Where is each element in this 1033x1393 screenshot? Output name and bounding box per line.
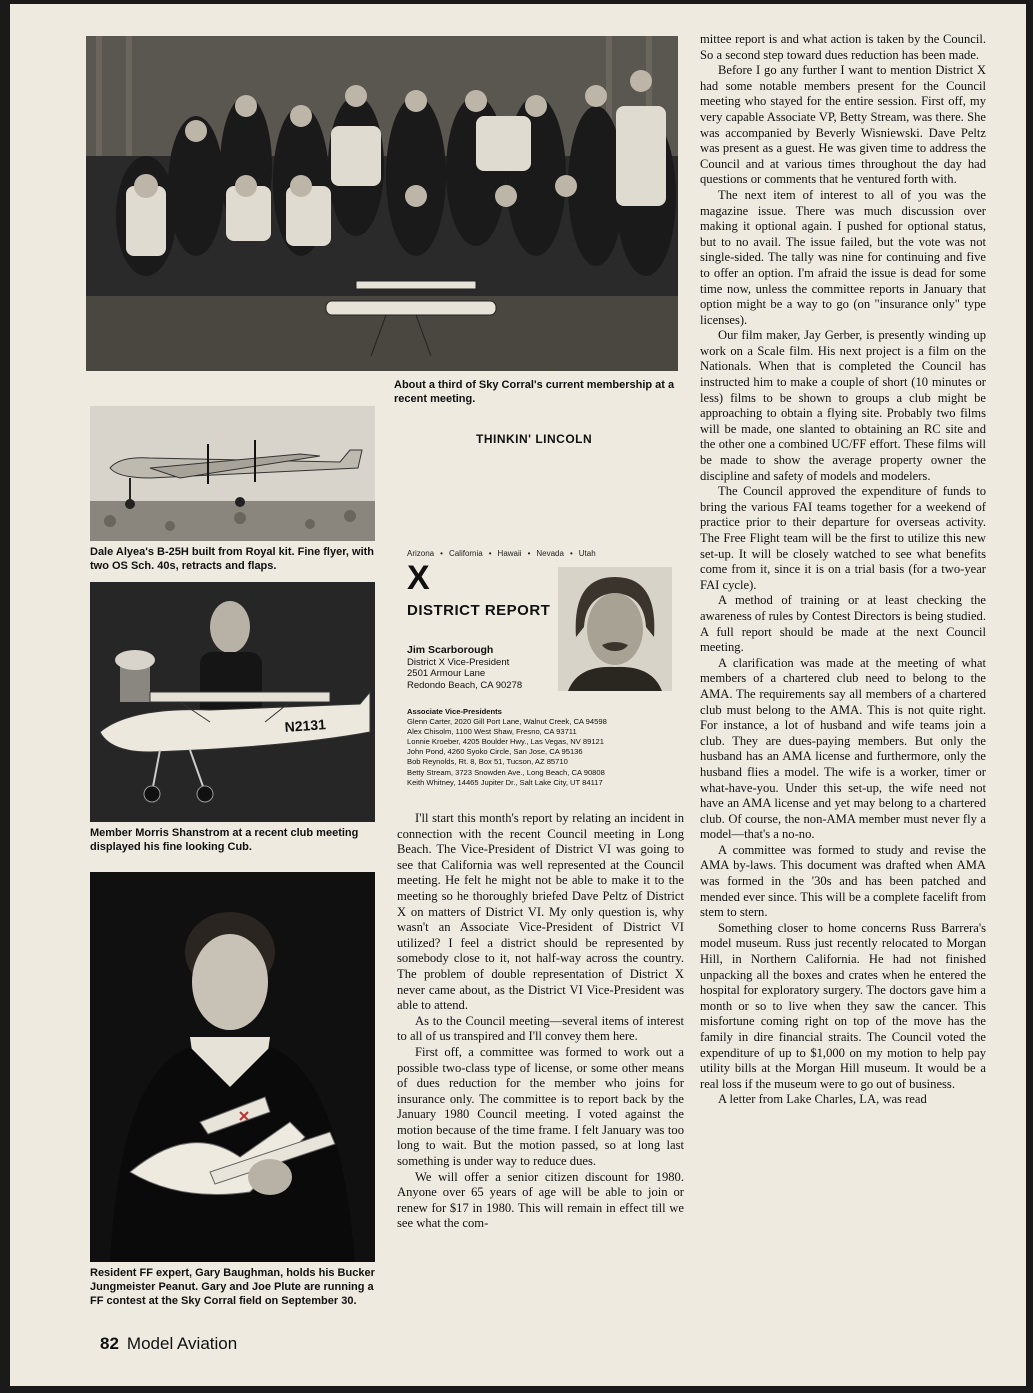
b25-photo [90, 406, 375, 541]
body-paragraph: As to the Council meeting—several items of interest to all of us transpired and I'll convey them here. [397, 1013, 684, 1044]
associate-vp-entry: Alex Chisolm, 1100 West Shaw, Fresno, CA 93711 [407, 727, 577, 737]
associate-vp-entry: Glenn Carter, 2020 Gill Port Lane, Walnut Creek, CA 94598 [407, 717, 607, 727]
associate-vp-entry: John Pond, 4260 Syoko Circle, San Jose, CA 95136 [407, 747, 583, 757]
state-nevada: Nevada [536, 549, 564, 558]
body-paragraph: A clarification was made at the meeting of what members of a chartered club need to belong to the AMA. The requirements say all members of a chartered club must belong to the AMA. This is not quite right. For instance, a lot of husband and wife teams join a club. They are dues-paying members. But only the husband has an AMA license and furthermore, only the husband flies a model. The wife is a worker, timer or what-have-you. Under this set-up, the wife need not have an AMA license and yet may belong to a chartered club. Of course, the non-AMA member must never fly a model—that's a no-no. [700, 655, 986, 842]
body-paragraph: A method of training or at least checking the awareness of rules by Contest Directors is being studied. A full report should be made at the next Council meeting. [700, 593, 986, 655]
body-paragraph: Our film maker, Jay Gerber, is presently winding up work on a Scale film. His next project is a film on the Nationals. When that is completed the Council has instructed him to make a couple of short (10 minutes or less) films to be shown to groups a club might be approaching to obtain a flying site. Probably two films will be made, one slanted to obtaining an RC site and the other one a combined UC/FF effort. These films will be made to show the average property owner the discipline and safety of models and modelers. [700, 328, 986, 483]
vp-name: Jim Scarborough [407, 644, 494, 656]
group-photo-caption: About a third of Sky Corral's current membership at a recent meeting. [394, 379, 675, 405]
associate-vp-entry: Betty Stream, 3723 Snowden Ave., Long Beach, CA 90808 [407, 767, 605, 777]
state-utah: Utah [578, 549, 596, 558]
page-number: 82 [100, 1334, 119, 1353]
associate-vps [407, 707, 607, 788]
gary-photo [90, 872, 375, 1262]
state-hawaii: Hawaii [497, 549, 522, 558]
district-states: Arizona • California • Hawaii • Nevada • Utah [407, 549, 596, 558]
state-arizona: Arizona [407, 549, 435, 558]
magazine-name: Model Aviation [126, 1334, 238, 1353]
body-paragraph: mittee report is and what action is taken by the Council. So a second step toward dues reduction has been made. [700, 32, 986, 62]
state-california: California [448, 549, 483, 558]
vp-address-line-2: Redondo Beach, CA 90278 [407, 679, 523, 691]
group-photo [86, 36, 678, 371]
b25-photo-caption: Dale Alyea's B-25H built from Royal kit. Fine flyer, with two OS Sch. 40s, retracts and flaps. [90, 546, 375, 572]
associate-vps-heading: Associate Vice-Presidents [407, 707, 502, 716]
middle-column-text [397, 811, 684, 1319]
vp-contact [407, 645, 522, 691]
associate-vp-entry: Bob Reynolds, Rt. 8, Box 51, Tucson, AZ 85710 [407, 757, 568, 767]
magazine-page [10, 4, 1026, 1386]
body-paragraph: We will offer a senior citizen discount for 1980. Anyone over 65 years of age will be able to join or renew for $17 in 1980. This will remain in effect till we see what the com- [397, 1169, 684, 1231]
cub-photo-caption: Member Morris Shanstrom at a recent club meeting displayed his fine looking Cub. [90, 827, 359, 853]
cub-registration-text: N2131 [284, 716, 327, 735]
kicker: THINKIN' LINCOLN [476, 432, 593, 446]
body-paragraph: I'll start this month's report by relating an incident in connection with the recent Council meeting in Long Beach. The Vice-President of District VI was going to see that California was well represented at the Council meeting. He felt he might not be able to make it to the meeting so he thoroughly briefed Dave Peltz of District X on matters of District VI. My only question is, why wasn't an Associate Vice-President of District VI utilized? I feel a district should be represented by somebody close to it, not half-way across the country. The problem of double representation of District X never came about, as the District VI Vice-President was able to attend. [397, 811, 684, 1013]
body-paragraph: First off, a committee was formed to work out a possible two-class type of license, or some other means of dues reduction for the member who joins for insurance only. The committee is to report back by the January 1980 Council meeting. I voted against the motion because of the time frame. I felt January was too long to wait. But the motion passed, so at long last something is under way to reduce dues. [397, 1044, 684, 1169]
body-paragraph: The Council approved the expenditure of funds to bring the various FAI teams together for a weekend of practice prior to their departure for overseas activity. The Free Flight team will be the first to utilize this new set-up. It will be closely watched to see what benefits come from it, since it is on a trial basis (for a two-year FAI cycle). [700, 484, 986, 592]
vp-address-line-1: 2501 Armour Lane [407, 668, 486, 679]
vp-title: District X Vice-President [407, 656, 510, 668]
district-report-title: DISTRICT REPORT [407, 602, 551, 619]
associate-vp-entry: Lonnie Kroeber, 4205 Boulder Hwy., Las Vegas, NV 89121 [407, 737, 605, 747]
right-column-text [700, 32, 986, 1322]
body-paragraph: Something closer to home concerns Russ Barrera's model museum. Russ just recently relocated to Morgan Hill, in Northern California. He had not finished unpacking all the boxes and crates when he entered the hospital for exploratory surgery. The doctors gave him a month or so to live when they saw the cancer. This misfortune coming right on top of the move has the family in dire financial straits. The Council voted the expenditure of up to $1,000 on my motion to help pay utility bills at the Morgan Hill museum. It would be a real loss if the museum were to go out of business. [700, 920, 986, 1091]
vp-portrait [558, 567, 672, 691]
body-paragraph: A letter from Lake Charles, LA, was read [718, 1092, 927, 1107]
body-paragraph: The next item of interest to all of you was the magazine issue. There was much discussion over making it optional again. I pushed for optional status, but to no avail. The issue failed, but the vote was not single-sided. The tally was nine for continuing and five to offer an option. I'm afraid the issue is dead for some time now, unless the committee reports in January that option might be a way to go (on "insurance only" type licenses). [700, 187, 986, 327]
body-paragraph: Before I go any further I want to mention District X had some notable members present for the Council meeting who stayed for the entire session. First off, my very capable Associate VP, Betty Stream, was there. She was accompanied by Beverly Wisniewski. Dave Peltz was present as a guest. He was given time to address the Council and at various times throughout the day had questions or comments that he ventured forth with. [700, 63, 986, 187]
page-footer [100, 1334, 237, 1354]
gary-photo-caption: Resident FF expert, Gary Baughman, holds his Bucker Jungmeister Peanut. Gary and Joe Plute are running a FF contest at the Sky Corral field on September 30. [90, 1267, 375, 1307]
cub-photo [90, 582, 375, 822]
body-paragraph: A committee was formed to study and revise the AMA by-laws. This document was drafted when AMA was formed in the '30s and has been patched and mended ever since. This will be a complete facelift from stem to stern. [700, 842, 986, 920]
district-letter: X [407, 559, 430, 597]
associate-vp-entry: Keith Whitney, 14465 Jupiter Dr., Salt Lake City, UT 84117 [407, 777, 603, 787]
